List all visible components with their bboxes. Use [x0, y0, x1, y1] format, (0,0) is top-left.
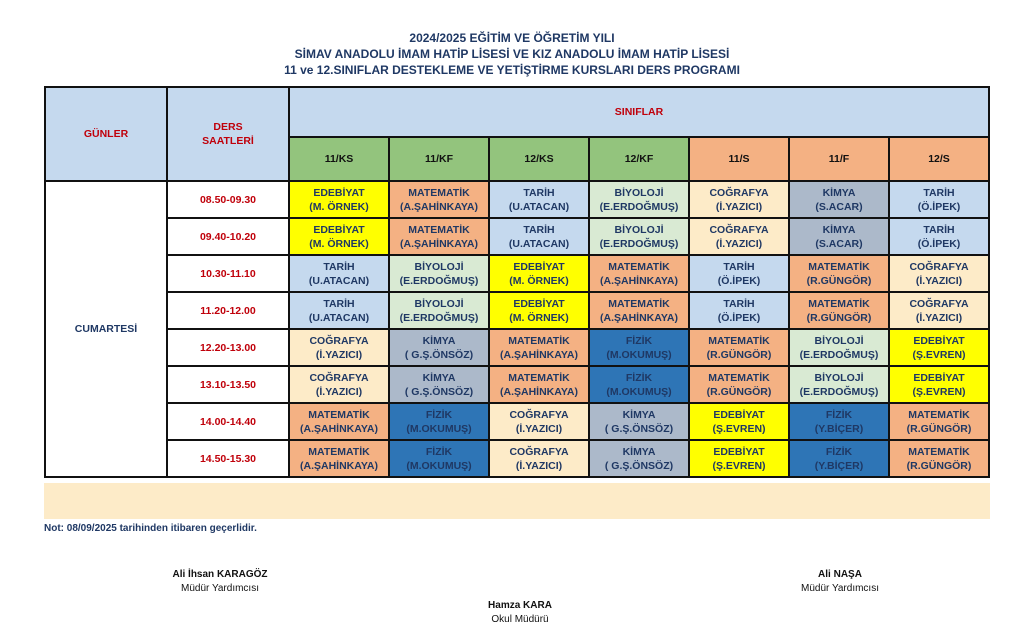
lesson-cell — [289, 366, 389, 403]
lesson-subject: FİZİK — [825, 445, 853, 458]
lesson-teacher: (M. ÖRNEK) — [509, 311, 569, 324]
class-11s: 11/S — [689, 137, 789, 181]
time-cell: 11.20-12.00 — [167, 292, 289, 329]
lesson-teacher: (S.ACAR) — [815, 200, 863, 213]
lesson-teacher: (E.ERDOĞMUŞ) — [399, 274, 479, 287]
time-cell: 08.50-09.30 — [167, 181, 289, 218]
lesson-teacher: (E.ERDOĞMUŞ) — [799, 348, 879, 361]
lesson-teacher: ( G.Ş.ÖNSÖZ) — [604, 459, 674, 472]
lesson-teacher: (E.ERDOĞMUŞ) — [799, 385, 879, 398]
header-hours — [167, 87, 289, 181]
time-cell: 13.10-13.50 — [167, 366, 289, 403]
lesson-cell — [789, 292, 889, 329]
lesson-teacher: (M.OKUMUŞ) — [606, 348, 672, 361]
table-footer-band — [44, 483, 990, 519]
lesson-subject: COĞRAFYA — [509, 408, 569, 421]
lesson-cell — [689, 403, 789, 440]
lesson-teacher: (U.ATACAN) — [308, 311, 370, 324]
lesson-subject: BİYOLOJİ — [614, 186, 664, 199]
title-year: 2024/2025 EĞİTİM VE ÖĞRETİM YILI — [409, 31, 615, 45]
table-row — [45, 255, 989, 292]
lesson-subject: EDEBİYAT — [713, 408, 765, 421]
lesson-cell — [789, 218, 889, 255]
lesson-cell — [589, 292, 689, 329]
lesson-subject: EDEBİYAT — [713, 445, 765, 458]
lesson-cell — [889, 366, 989, 403]
lesson-teacher: (İ.YAZICI) — [315, 385, 363, 398]
time-cell: 12.20-13.00 — [167, 329, 289, 366]
lesson-subject: BİYOLOJİ — [614, 223, 664, 236]
lesson-teacher: (Ö.İPEK) — [717, 311, 761, 324]
signature-left-role: Müdür Yardımcısı — [181, 583, 259, 594]
lesson-teacher: (R.GÜNGÖR) — [806, 274, 872, 287]
lesson-subject: COĞRAFYA — [309, 334, 369, 347]
lesson-teacher: (A.ŞAHİNKAYA) — [600, 311, 678, 324]
lesson-subject: EDEBİYAT — [913, 334, 965, 347]
lesson-cell — [689, 181, 789, 218]
lesson-subject: MATEMATİK — [308, 445, 370, 458]
lesson-cell — [289, 329, 389, 366]
lesson-subject: KİMYA — [822, 186, 856, 199]
table-row — [45, 218, 989, 255]
lesson-teacher: (M. ÖRNEK) — [309, 237, 369, 250]
lesson-subject: TARİH — [723, 260, 755, 273]
lesson-subject: EDEBİYAT — [313, 223, 365, 236]
lesson-cell — [889, 292, 989, 329]
lesson-cell — [389, 255, 489, 292]
lesson-subject: COĞRAFYA — [709, 223, 769, 236]
signature-center-role: Okul Müdürü — [491, 614, 549, 625]
lesson-teacher: (Ş.EVREN) — [912, 385, 966, 398]
day-cell: CUMARTESİ — [45, 181, 167, 477]
lesson-subject: KİMYA — [422, 371, 456, 384]
lesson-subject: MATEMATİK — [508, 371, 570, 384]
lesson-subject: COĞRAFYA — [509, 445, 569, 458]
lesson-subject: TARİH — [723, 297, 755, 310]
lesson-teacher: (İ.YAZICI) — [715, 200, 763, 213]
lesson-cell — [489, 218, 589, 255]
lesson-subject: MATEMATİK — [608, 297, 670, 310]
lesson-cell — [589, 440, 689, 477]
lesson-teacher: (R.GÜNGÖR) — [906, 459, 972, 472]
lesson-cell — [389, 440, 489, 477]
lesson-teacher: (A.ŞAHİNKAYA) — [300, 459, 378, 472]
signature-right-name: Ali NAŞA — [818, 569, 862, 580]
lesson-teacher: (Y.BİÇER) — [814, 422, 864, 435]
lesson-teacher: (Y.BİÇER) — [814, 459, 864, 472]
lesson-cell — [689, 440, 789, 477]
class-11kf: 11/KF — [389, 137, 489, 181]
lesson-cell — [689, 366, 789, 403]
lesson-teacher: ( G.Ş.ÖNSÖZ) — [604, 422, 674, 435]
lesson-subject: BİYOLOJİ — [814, 334, 864, 347]
lesson-cell — [389, 403, 489, 440]
class-12kf: 12/KF — [589, 137, 689, 181]
lesson-cell — [289, 255, 389, 292]
class-11f: 11/F — [789, 137, 889, 181]
lesson-teacher: (İ.YAZICI) — [715, 237, 763, 250]
lesson-cell — [789, 440, 889, 477]
lesson-cell — [489, 329, 589, 366]
lesson-cell — [289, 181, 389, 218]
lesson-teacher: (İ.YAZICI) — [915, 274, 963, 287]
lesson-teacher: (S.ACAR) — [815, 237, 863, 250]
lesson-subject: BİYOLOJİ — [414, 297, 464, 310]
table-row — [45, 366, 989, 403]
lesson-subject: BİYOLOJİ — [814, 371, 864, 384]
table-row — [45, 329, 989, 366]
lesson-subject: MATEMATİK — [408, 186, 470, 199]
lesson-subject: FİZİK — [625, 371, 653, 384]
header-days: GÜNLER — [45, 87, 167, 181]
lesson-teacher: (U.ATACAN) — [308, 274, 370, 287]
lesson-cell — [289, 218, 389, 255]
lesson-cell — [789, 366, 889, 403]
lesson-cell — [289, 440, 389, 477]
lesson-subject: MATEMATİK — [808, 260, 870, 273]
lesson-teacher: (A.ŞAHİNKAYA) — [300, 422, 378, 435]
lesson-cell — [489, 255, 589, 292]
lesson-subject: TARİH — [323, 260, 355, 273]
lesson-subject: COĞRAFYA — [709, 186, 769, 199]
lesson-cell — [689, 255, 789, 292]
lesson-subject: COĞRAFYA — [309, 371, 369, 384]
lesson-teacher: (İ.YAZICI) — [315, 348, 363, 361]
time-cell: 14.00-14.40 — [167, 403, 289, 440]
schedule-table — [44, 86, 990, 478]
signature-center — [440, 600, 600, 625]
lesson-teacher: (E.ERDOĞMUŞ) — [399, 311, 479, 324]
lesson-cell — [889, 440, 989, 477]
lesson-subject: KİMYA — [822, 223, 856, 236]
lesson-teacher: (M. ÖRNEK) — [509, 274, 569, 287]
lesson-subject: MATEMATİK — [708, 334, 770, 347]
lesson-teacher: (İ.YAZICI) — [915, 311, 963, 324]
lesson-subject: FİZİK — [425, 445, 453, 458]
lesson-cell — [489, 366, 589, 403]
signature-center-name: Hamza KARA — [488, 600, 552, 611]
lesson-teacher: (M.OKUMUŞ) — [606, 385, 672, 398]
table-row — [45, 292, 989, 329]
class-12ks: 12/KS — [489, 137, 589, 181]
lesson-subject: MATEMATİK — [908, 408, 970, 421]
validity-note: Not: 08/09/2025 tarihinden itibaren geçerlidir. — [44, 523, 257, 534]
lesson-cell — [889, 255, 989, 292]
lesson-subject: MATEMATİK — [808, 297, 870, 310]
lesson-teacher: (A.ŞAHİNKAYA) — [500, 385, 578, 398]
lesson-cell — [789, 403, 889, 440]
lesson-cell — [489, 292, 589, 329]
lesson-teacher: ( G.Ş.ÖNSÖZ) — [404, 348, 474, 361]
lesson-teacher: (M. ÖRNEK) — [309, 200, 369, 213]
lesson-cell — [289, 403, 389, 440]
lesson-teacher: (E.ERDOĞMUŞ) — [599, 237, 679, 250]
lesson-cell — [289, 292, 389, 329]
lesson-subject: FİZİK — [825, 408, 853, 421]
time-cell: 14.50-15.30 — [167, 440, 289, 477]
lesson-subject: TARİH — [323, 297, 355, 310]
lesson-subject: BİYOLOJİ — [414, 260, 464, 273]
lesson-subject: KİMYA — [622, 445, 656, 458]
lesson-teacher: (Ş.EVREN) — [712, 459, 766, 472]
lesson-cell — [589, 329, 689, 366]
lesson-subject: TARİH — [923, 223, 955, 236]
header-hours-line2: SAATLERİ — [202, 135, 254, 147]
lesson-cell — [889, 329, 989, 366]
lesson-cell — [589, 366, 689, 403]
lesson-subject: KİMYA — [422, 334, 456, 347]
lesson-cell — [789, 329, 889, 366]
class-11ks: 11/KS — [289, 137, 389, 181]
lesson-teacher: (A.ŞAHİNKAYA) — [400, 200, 478, 213]
lesson-cell — [489, 181, 589, 218]
table-row — [45, 440, 989, 477]
lesson-subject: EDEBİYAT — [313, 186, 365, 199]
lesson-cell — [789, 181, 889, 218]
lesson-subject: MATEMATİK — [308, 408, 370, 421]
lesson-cell — [689, 292, 789, 329]
lesson-teacher: (İ.YAZICI) — [515, 422, 563, 435]
lesson-cell — [589, 403, 689, 440]
lesson-subject: MATEMATİK — [408, 223, 470, 236]
lesson-subject: EDEBİYAT — [513, 297, 565, 310]
lesson-teacher: (Ö.İPEK) — [917, 237, 961, 250]
lesson-teacher: (A.ŞAHİNKAYA) — [500, 348, 578, 361]
lesson-teacher: (U.ATACAN) — [508, 200, 570, 213]
signature-right — [760, 569, 920, 594]
lesson-teacher: (R.GÜNGÖR) — [906, 422, 972, 435]
lesson-subject: MATEMATİK — [708, 371, 770, 384]
lesson-teacher: (A.ŞAHİNKAYA) — [600, 274, 678, 287]
signature-right-role: Müdür Yardımcısı — [801, 583, 879, 594]
lesson-cell — [489, 440, 589, 477]
signature-left-name: Ali İhsan KARAGÖZ — [172, 569, 268, 580]
lesson-subject: COĞRAFYA — [909, 260, 969, 273]
table-row — [45, 403, 989, 440]
table-row — [45, 181, 989, 218]
title-program: 11 ve 12.SINIFLAR DESTEKLEME VE YETİŞTİRME KURSLARI DERS PROGRAMI — [284, 63, 740, 77]
lesson-subject: FİZİK — [625, 334, 653, 347]
lesson-cell — [389, 292, 489, 329]
title-school: SİMAV ANADOLU İMAM HATİP LİSESİ VE KIZ ANADOLU İMAM HATİP LİSESİ — [294, 47, 730, 61]
time-cell: 10.30-11.10 — [167, 255, 289, 292]
lesson-subject: TARİH — [523, 186, 555, 199]
lesson-cell — [689, 329, 789, 366]
lesson-subject: TARİH — [523, 223, 555, 236]
lesson-subject: EDEBİYAT — [513, 260, 565, 273]
lesson-subject: KİMYA — [622, 408, 656, 421]
lesson-teacher: (E.ERDOĞMUŞ) — [599, 200, 679, 213]
lesson-cell — [389, 181, 489, 218]
lesson-teacher: (M.OKUMUŞ) — [406, 422, 472, 435]
lesson-cell — [889, 181, 989, 218]
lesson-cell — [789, 255, 889, 292]
lesson-cell — [889, 403, 989, 440]
lesson-subject: FİZİK — [425, 408, 453, 421]
lesson-teacher: (A.ŞAHİNKAYA) — [400, 237, 478, 250]
lesson-cell — [589, 218, 689, 255]
lesson-cell — [589, 181, 689, 218]
lesson-cell — [389, 329, 489, 366]
signature-left — [140, 569, 300, 594]
lesson-teacher: (M.OKUMUŞ) — [406, 459, 472, 472]
lesson-cell — [489, 403, 589, 440]
lesson-cell — [589, 255, 689, 292]
header-hours-line1: DERS — [213, 121, 243, 133]
lesson-teacher: (Ş.EVREN) — [912, 348, 966, 361]
lesson-subject: EDEBİYAT — [913, 371, 965, 384]
lesson-subject: MATEMATİK — [908, 445, 970, 458]
lesson-subject: MATEMATİK — [608, 260, 670, 273]
lesson-teacher: (Ş.EVREN) — [712, 422, 766, 435]
lesson-teacher: (R.GÜNGÖR) — [806, 311, 872, 324]
lesson-subject: COĞRAFYA — [909, 297, 969, 310]
lesson-teacher: ( G.Ş.ÖNSÖZ) — [404, 385, 474, 398]
lesson-teacher: (U.ATACAN) — [508, 237, 570, 250]
lesson-teacher: (Ö.İPEK) — [717, 274, 761, 287]
lesson-teacher: (R.GÜNGÖR) — [706, 385, 772, 398]
header-classes: SINIFLAR — [289, 87, 989, 137]
lesson-cell — [689, 218, 789, 255]
lesson-teacher: (Ö.İPEK) — [917, 200, 961, 213]
time-cell: 09.40-10.20 — [167, 218, 289, 255]
lesson-cell — [389, 218, 489, 255]
lesson-cell — [389, 366, 489, 403]
lesson-cell — [889, 218, 989, 255]
lesson-subject: MATEMATİK — [508, 334, 570, 347]
lesson-teacher: (R.GÜNGÖR) — [706, 348, 772, 361]
lesson-subject: TARİH — [923, 186, 955, 199]
class-12s: 12/S — [889, 137, 989, 181]
lesson-teacher: (İ.YAZICI) — [515, 459, 563, 472]
